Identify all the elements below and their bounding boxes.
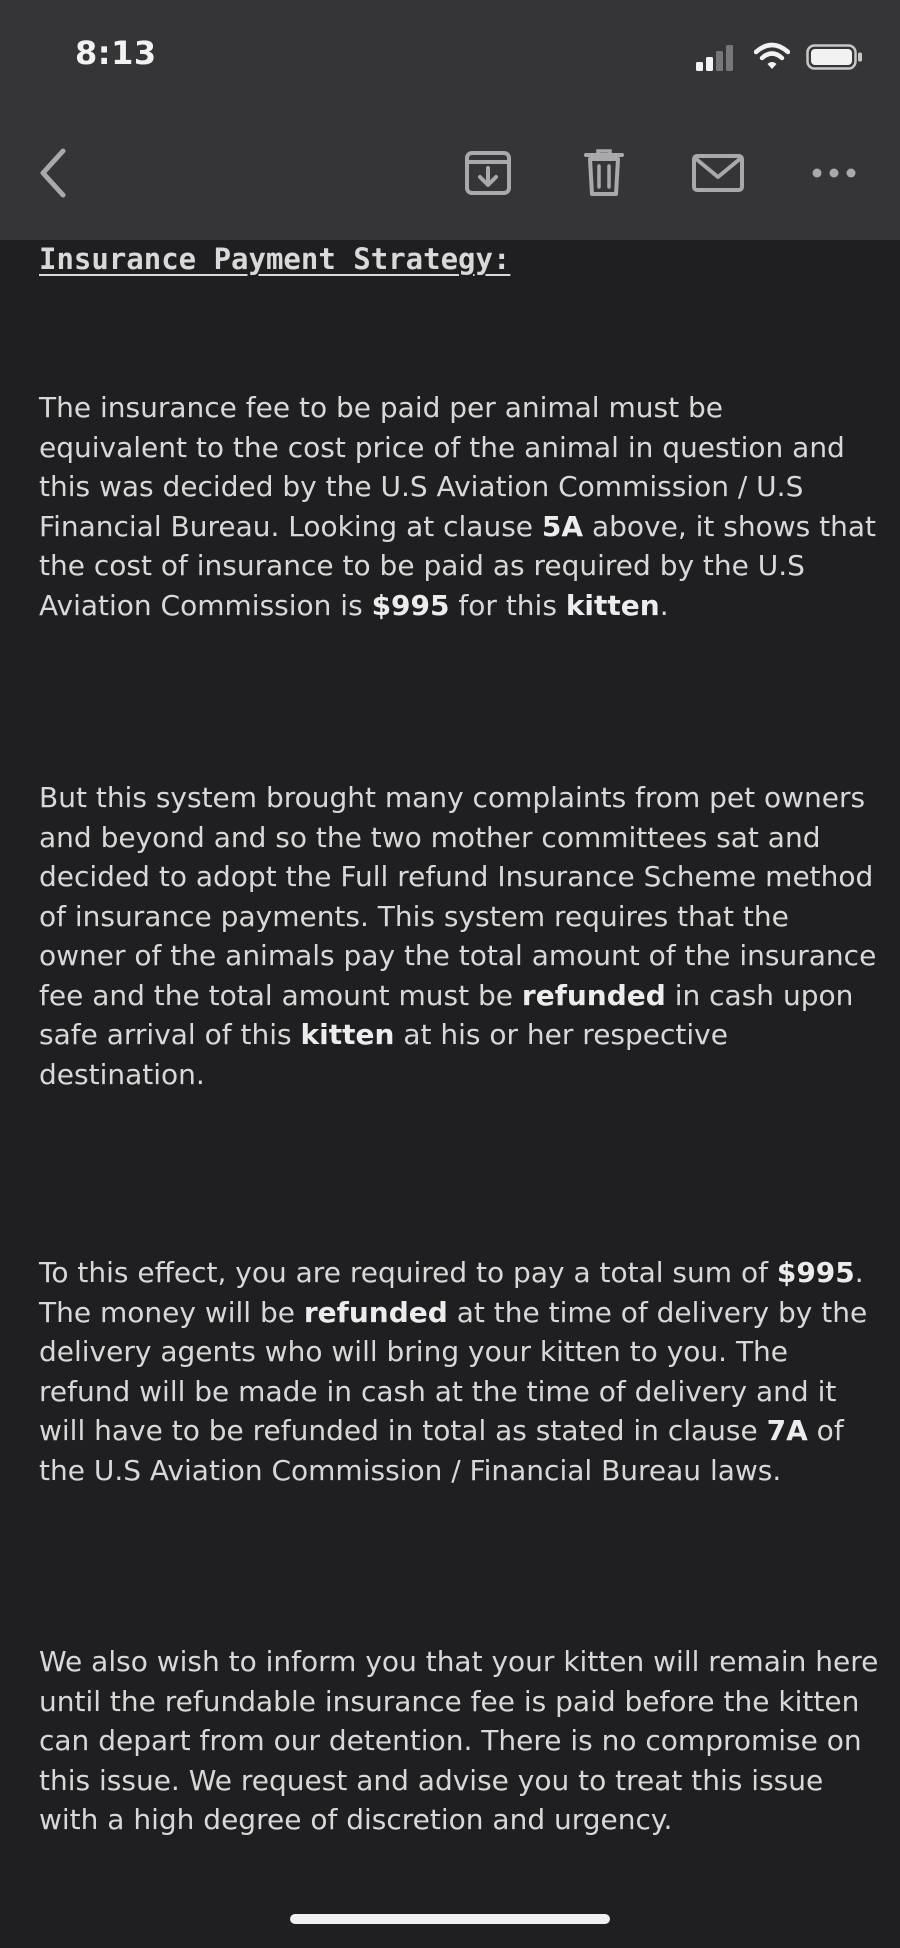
back-button[interactable]	[28, 145, 78, 201]
trash-button[interactable]	[578, 145, 630, 201]
email-paragraph-4: We also wish to inform you that your kitten will remain here until the refundable insurance fee is paid before the kitten can depart from our detention. There is no compromise on this issue. We request and advise you to treat this issue with a high degree of discretion and urgency.	[39, 1645, 879, 1836]
chevron-left-icon	[36, 147, 70, 199]
cellular-signal-icon	[696, 44, 736, 74]
status-icons	[696, 42, 866, 72]
ellipsis-icon	[811, 167, 857, 179]
email-paragraph-1: The insurance fee to be paid per animal must be equivalent to the cost price of the animal in question and this was decided by the U.S Aviation Commission / U.S Financial Bureau. Looking at clause 5A above, it shows that the cost of insurance to be paid as required by the U.S Aviation Commission is $995 for this kitten.	[39, 391, 876, 622]
top-navigation-bar	[0, 0, 900, 240]
email-paragraph-3: To this effect, you are required to pay a total sum of $995. The money will be refunded at the time of delivery by the delivery agents who will bring your kitten to you. The refund will be made in cash at the time of delivery and it will have to be refunded in total as stated in clause 7A of the U.S Aviation Commission / Financial Bureau laws.	[39, 1256, 868, 1487]
compose-mail-button[interactable]	[690, 145, 746, 201]
email-paragraph-2: But this system brought many complaints from pet owners and beyond and so the two mother committees sat and decided to adopt the Full refund Insurance Scheme method of insurance payments. This system requires that the owner of the animals pay the total amount of the insurance fee and the total amount must be refunded in cash upon safe arrival of this kitten at his or her respective destination.	[39, 781, 877, 1091]
section-heading: Insurance Payment Strategy:	[39, 242, 511, 276]
battery-icon	[806, 42, 864, 72]
envelope-icon	[692, 153, 744, 193]
archive-button[interactable]	[462, 145, 514, 201]
wifi-icon	[754, 42, 790, 72]
archive-icon	[464, 149, 512, 197]
more-options-button[interactable]	[808, 145, 860, 201]
home-indicator[interactable]	[290, 1914, 610, 1924]
trash-icon	[584, 149, 624, 197]
status-time: 8:13	[75, 34, 157, 72]
